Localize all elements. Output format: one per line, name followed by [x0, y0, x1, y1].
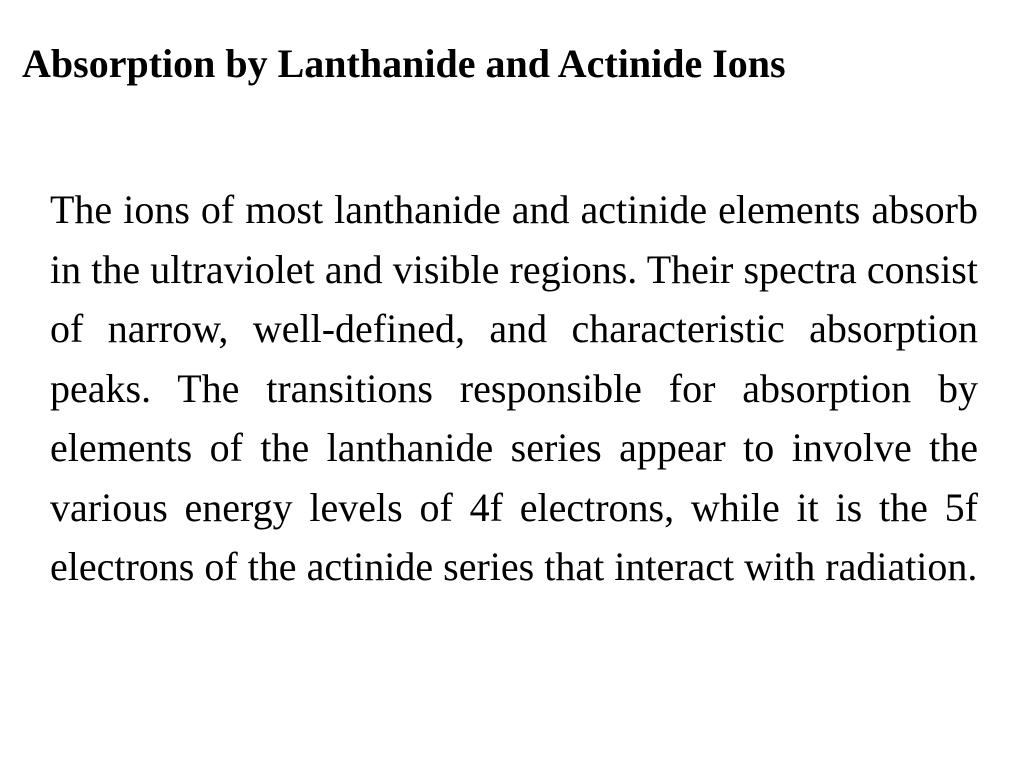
slide-body-paragraph: The ions of most lanthanide and actinide elements absorb in the ultraviolet and visible regions. Their spectra consist of narrow, well-defined, and characteristic absorption peaks. The transitions responsible for absorption by elements of the lanthanide series appear to involve the various energy levels of 4f electrons, while it is the 5f electrons of the actinide series that interact with radiation.	[50, 187, 978, 589]
slide-title: Absorption by Lanthanide and Actinide Ions	[22, 41, 786, 86]
